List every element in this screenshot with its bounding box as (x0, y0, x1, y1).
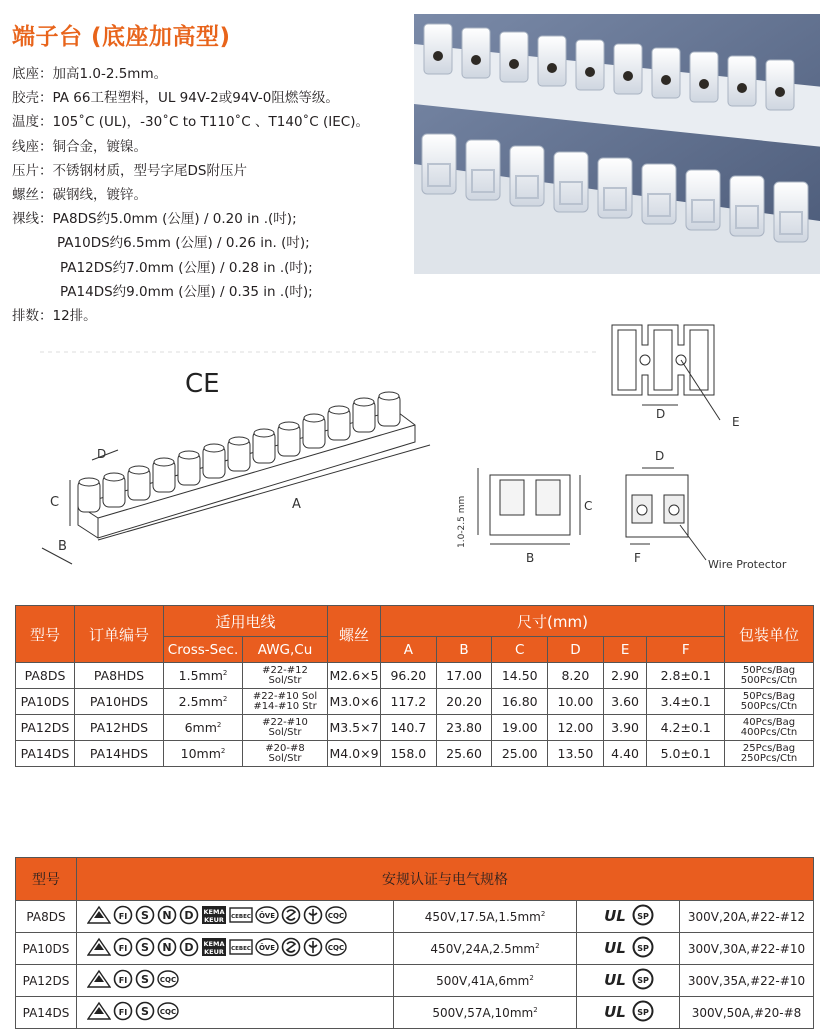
fi-icon (113, 969, 133, 992)
n-icon (157, 905, 177, 928)
kema-icon (201, 937, 227, 960)
svg-text:D: D (184, 941, 194, 954)
cell-d: 12.00 (548, 715, 604, 741)
technical-drawing (0, 300, 830, 600)
spec-line: 底座：加高1.0-2.5mm。 (12, 66, 168, 82)
package-line: 25Pcs/Bag (742, 742, 796, 754)
svg-text:KEMA: KEMA (203, 908, 225, 916)
header-c: C (492, 637, 548, 663)
dim-label-d: D (97, 447, 107, 461)
cell-ul-rating: 300V,50A,#20-#8 (680, 997, 814, 1029)
cell-rating (394, 965, 577, 997)
svg-text:FI: FI (118, 912, 128, 921)
cell-b: 20.20 (436, 689, 492, 715)
dim-label-d-side: D (655, 449, 665, 463)
dim-label-b: B (58, 539, 67, 554)
semko-icon (281, 905, 301, 928)
cell-screw: M3.0×6 (328, 689, 381, 715)
svg-text:SP: SP (637, 1008, 649, 1017)
dim-label-c-front: C (584, 499, 593, 513)
cell-screw: M3.5×7 (328, 715, 381, 741)
vde-icon (87, 969, 111, 992)
spec-line: 裸线：PA8DS约5.0mm (公厘) / 0.20 in .(吋); (12, 211, 297, 228)
svg-text:N: N (162, 941, 172, 954)
s-icon (135, 937, 155, 960)
cell-e: 2.90 (603, 663, 647, 689)
cell-order: PA12HDS (75, 715, 164, 741)
cell-model: PA10DS (16, 689, 75, 715)
header-cross-sec: Cross-Sec. (164, 637, 243, 663)
n-icon (157, 937, 177, 960)
ul-csa-icons (577, 933, 680, 965)
cell-cross (164, 663, 243, 689)
dim-label-a: A (292, 497, 301, 512)
cell-a: 96.20 (381, 663, 437, 689)
cell-order: PA14HDS (75, 741, 164, 767)
rating-value: 450V,17.5A,1.5mm (424, 909, 541, 924)
package-line: 400Pcs/Ctn (740, 726, 798, 738)
awg-line: #22-#10 Sol (252, 690, 318, 702)
cell-screw: M4.0×9 (328, 741, 381, 767)
csa-icon (632, 968, 654, 993)
ul-recognized-icon (600, 969, 630, 992)
cell-rating (394, 933, 577, 965)
svg-text:SP: SP (637, 976, 649, 985)
superscript: 2 (220, 746, 226, 755)
svg-text:S: S (141, 1005, 149, 1018)
package-line: 50Pcs/Bag (742, 690, 796, 702)
semko-icon (281, 937, 301, 960)
product-photo (414, 14, 820, 274)
awg-line: #20-#8 (265, 742, 305, 754)
cell-model: PA8DS (16, 663, 75, 689)
spec-list (12, 62, 369, 328)
cell-awg (243, 715, 328, 741)
ccc-icon (157, 969, 179, 992)
spec-line: 压片：不锈钢材质，型号字尾DS附压片 (12, 162, 247, 179)
cell-model: PA8DS (16, 901, 77, 933)
table-row (16, 663, 814, 689)
awg-line: #22-#12 (262, 664, 308, 676)
s-icon (135, 905, 155, 928)
cell-ul-rating: 300V,35A,#22-#10 (680, 965, 814, 997)
ul-recognized-icon (600, 905, 630, 928)
superscript: 2 (222, 668, 228, 677)
svg-text:CQC: CQC (327, 944, 345, 952)
fi-icon (113, 1001, 133, 1024)
header-d: D (548, 637, 604, 663)
cell-a: 117.2 (381, 689, 437, 715)
cell-model: PA14DS (16, 997, 77, 1029)
svg-text:KEMA: KEMA (203, 940, 225, 948)
cell-e: 3.60 (603, 689, 647, 715)
d-icon (179, 905, 199, 928)
csa-icon (632, 1000, 654, 1025)
wire-protector-label: Wire Protector (708, 558, 787, 571)
rating-value: 500V,41A,6mm (436, 973, 530, 988)
cell-rating (394, 997, 577, 1029)
cell-cross-value: 2.5mm (178, 694, 223, 709)
cell-awg (243, 741, 328, 767)
cell-model: PA10DS (16, 933, 77, 965)
cell-ul-rating: 300V,20A,#22-#12 (680, 901, 814, 933)
header-b: B (436, 637, 492, 663)
svg-text:ÖVE: ÖVE (259, 944, 275, 952)
cell-order: PA10HDS (75, 689, 164, 715)
svg-text:S: S (141, 941, 149, 954)
cell-c: 19.00 (492, 715, 548, 741)
cell-c: 25.00 (492, 741, 548, 767)
spec-line: PA14DS约9.0mm (公厘) / 0.35 in .(吋); (60, 283, 313, 300)
cell-a: 140.7 (381, 715, 437, 741)
dimensions-table (15, 605, 814, 767)
dim-label-b-front: B (526, 551, 535, 565)
cell-cross-value: 10mm (180, 746, 221, 761)
svg-text:S: S (141, 973, 149, 986)
ul-recognized-icon (600, 937, 630, 960)
svg-text:UL: UL (604, 971, 626, 989)
cebec-icon (229, 905, 253, 928)
cell-cross (164, 741, 243, 767)
cell-e: 4.40 (603, 741, 647, 767)
svg-text:ÖVE: ÖVE (259, 912, 275, 920)
table-row (16, 901, 814, 933)
demko-icon (303, 905, 323, 928)
vde-icon (87, 905, 111, 928)
cell-d: 8.20 (548, 663, 604, 689)
cell-package (725, 741, 814, 767)
s-icon (135, 1001, 155, 1024)
ul-csa-icons (577, 997, 680, 1029)
awg-line: Sol/Str (268, 752, 302, 764)
svg-text:D: D (184, 909, 194, 922)
ove-icon (255, 937, 279, 960)
header-awg: AWG,Cu (243, 637, 328, 663)
svg-text:UL: UL (604, 939, 626, 957)
cell-cross-value: 6mm (184, 720, 217, 735)
package-line: 250Pcs/Ctn (740, 752, 798, 764)
header-wire: 适用电线 (164, 606, 328, 637)
table-row (16, 933, 814, 965)
superscript: 2 (222, 694, 228, 703)
superscript: 2 (529, 973, 534, 982)
cebec-icon (229, 937, 253, 960)
csa-icon (632, 936, 654, 961)
ul-csa-icons (577, 965, 680, 997)
cell-model: PA14DS (16, 741, 75, 767)
dim-label-f: F (634, 551, 641, 565)
csa-icon (632, 904, 654, 929)
awg-line: #22-#10 (262, 716, 308, 728)
spec-line: 胶壳：PA 66工程塑料，UL 94V-2或94V-0阻燃等级。 (12, 90, 339, 107)
table-row (16, 965, 814, 997)
svg-text:SP: SP (637, 912, 649, 921)
cell-b: 25.60 (436, 741, 492, 767)
cell-order: PA8HDS (75, 663, 164, 689)
svg-text:S: S (141, 909, 149, 922)
cert-icons (77, 997, 394, 1029)
spec-line: 螺丝：碳钢线，镀锌。 (12, 187, 147, 204)
cell-cross (164, 715, 243, 741)
header-model: 型号 (16, 606, 75, 663)
certification-table (15, 857, 814, 1029)
table-row (16, 741, 814, 767)
svg-text:CQC: CQC (327, 912, 345, 920)
cell-c: 16.80 (492, 689, 548, 715)
package-line: 40Pcs/Bag (742, 716, 796, 728)
awg-line: Sol/Str (268, 726, 302, 738)
rating-value: 500V,57A,10mm (432, 1005, 534, 1020)
spec-line: 排数：12排。 (12, 308, 97, 325)
svg-text:UL: UL (604, 907, 626, 925)
svg-text:KEUR: KEUR (204, 916, 224, 924)
cell-f: 2.8±0.1 (647, 663, 725, 689)
ul-csa-icons (577, 901, 680, 933)
cert-icons (77, 933, 394, 965)
cell-awg (243, 663, 328, 689)
kema-icon (201, 905, 227, 928)
awg-line: Sol/Str (268, 674, 302, 686)
rating-value: 450V,24A,2.5mm (430, 941, 536, 956)
header-model: 型号 (16, 858, 77, 901)
svg-text:CEBEC: CEBEC (231, 946, 251, 952)
table-row (16, 715, 814, 741)
svg-text:CEBEC: CEBEC (231, 914, 251, 920)
cell-model: PA12DS (16, 965, 77, 997)
svg-text:FI: FI (118, 944, 128, 953)
ccc-icon (157, 1001, 179, 1024)
dim-label-d-top: D (656, 407, 666, 421)
spec-line: 温度：105˚C (UL)，-30˚C to T110˚C 、T140˚C (IEC)。 (12, 114, 369, 131)
header-dimensions: 尺寸(mm) (381, 606, 725, 637)
cell-d: 10.00 (548, 689, 604, 715)
package-line: 500Pcs/Ctn (740, 674, 798, 686)
ccc-icon (325, 937, 347, 960)
svg-text:SP: SP (637, 944, 649, 953)
fi-icon (113, 905, 133, 928)
svg-text:UL: UL (604, 1003, 626, 1021)
header-e: E (603, 637, 647, 663)
cell-f: 5.0±0.1 (647, 741, 725, 767)
page-title: 端子台 (底座加高型) (12, 24, 231, 50)
cell-ul-rating: 300V,30A,#22-#10 (680, 933, 814, 965)
header-f: F (647, 637, 725, 663)
package-line: 50Pcs/Bag (742, 664, 796, 676)
cell-cross (164, 689, 243, 715)
header-order: 订单编号 (75, 606, 164, 663)
ccc-icon (325, 905, 347, 928)
base-height-label: 1.0-2.5 mm (457, 495, 467, 548)
svg-text:KEUR: KEUR (204, 948, 224, 956)
dim-label-e: E (732, 415, 740, 429)
cell-package (725, 663, 814, 689)
cert-icons (77, 965, 394, 997)
superscript: 2 (540, 909, 546, 918)
cell-d: 13.50 (548, 741, 604, 767)
cell-b: 17.00 (436, 663, 492, 689)
cell-a: 158.0 (381, 741, 437, 767)
cell-model: PA12DS (16, 715, 75, 741)
superscript: 2 (533, 1005, 538, 1014)
package-line: 500Pcs/Ctn (740, 700, 798, 712)
superscript: 2 (535, 941, 540, 950)
cell-package (725, 689, 814, 715)
spec-line: PA10DS约6.5mm (公厘) / 0.26 in. (吋); (57, 235, 310, 252)
dim-label-c: C (50, 495, 60, 510)
d-icon (179, 937, 199, 960)
cell-f: 4.2±0.1 (647, 715, 725, 741)
cell-c: 14.50 (492, 663, 548, 689)
svg-text:CQC: CQC (159, 1008, 177, 1016)
s-icon (135, 969, 155, 992)
cell-awg (243, 689, 328, 715)
fi-icon (113, 937, 133, 960)
awg-line: #14-#10 Str (253, 700, 317, 712)
ce-mark: CE (185, 369, 220, 399)
vde-icon (87, 1001, 111, 1024)
header-a: A (381, 637, 437, 663)
header-screw: 螺丝 (328, 606, 381, 663)
cell-e: 3.90 (603, 715, 647, 741)
cell-rating (394, 901, 577, 933)
svg-text:FI: FI (118, 1008, 128, 1017)
vde-icon (87, 937, 111, 960)
demko-icon (303, 937, 323, 960)
spec-line: 线座：铜合金，镀镍。 (12, 138, 147, 155)
header-package: 包装单位 (725, 606, 814, 663)
cell-package (725, 715, 814, 741)
cell-cross-value: 1.5mm (178, 668, 223, 683)
ove-icon (255, 905, 279, 928)
header-spec: 安规认证与电气规格 (77, 858, 814, 901)
cell-b: 23.80 (436, 715, 492, 741)
cert-icons (77, 901, 394, 933)
spec-line: PA12DS约7.0mm (公厘) / 0.28 in .(吋); (60, 259, 313, 276)
svg-text:CQC: CQC (159, 976, 177, 984)
cell-f: 3.4±0.1 (647, 689, 725, 715)
ul-recognized-icon (600, 1001, 630, 1024)
svg-text:N: N (162, 909, 172, 922)
superscript: 2 (216, 720, 222, 729)
svg-text:FI: FI (118, 976, 128, 985)
cell-screw: M2.6×5 (328, 663, 381, 689)
table-row (16, 689, 814, 715)
table-row (16, 997, 814, 1029)
